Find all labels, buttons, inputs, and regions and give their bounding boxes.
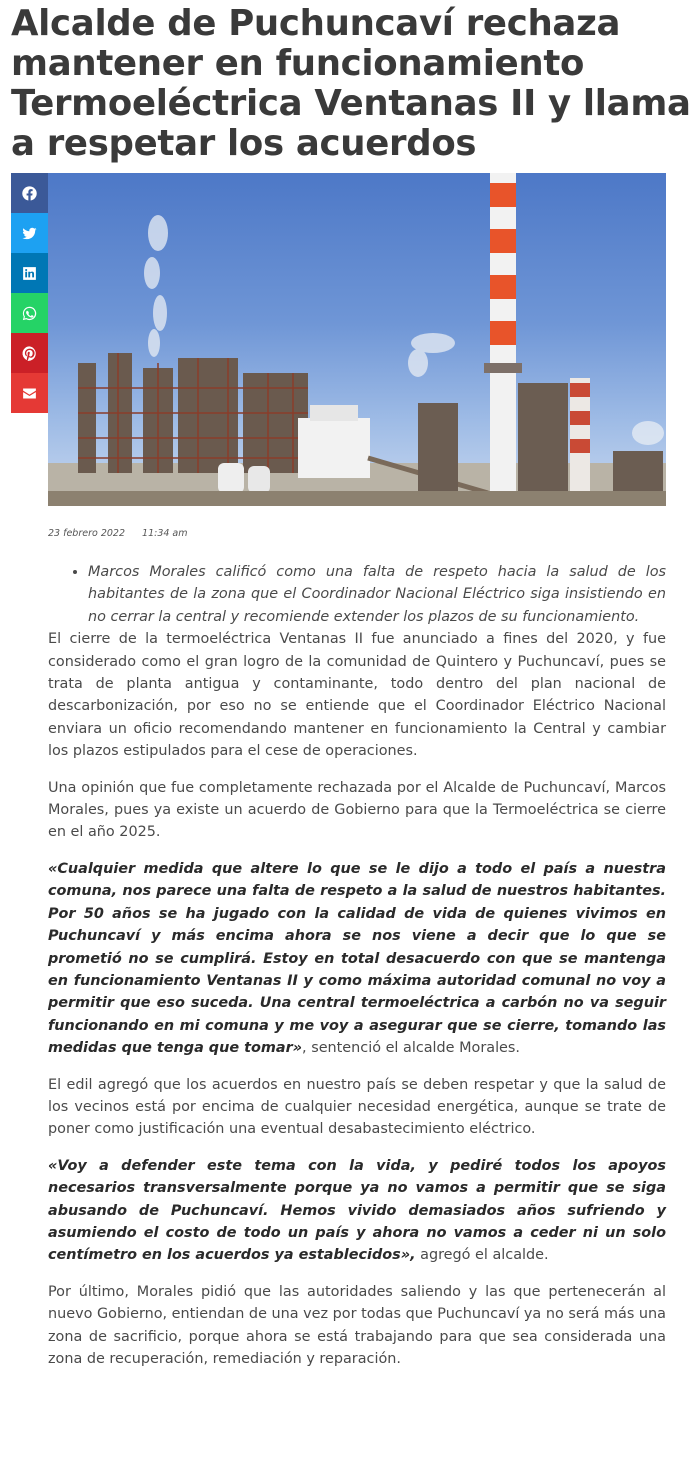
paragraph-2: Una opinión que fue completamente rechazada por el Alcalde de Puchuncaví, Marcos Morales, pues ya existe un acuerdo de Gobierno para que la Termoeléctrica se cierre en el año 2025. (48, 779, 666, 841)
quote-1: «Cualquier medida que altere lo que se le dijo a todo el país a nuestra comuna, nos parece una falta de respeto a la salud de nuestros habitantes. Por 50 años se ha jugado con la calidad de vida de quienes vivimos en Puchuncaví y más encima ahora se nos viene a decir que lo que se prometió no se cumplirá. Estoy en total desacuerdo con que se mantenga en funcionamiento Ventanas II y como máxima autoridad comunal no voy a permitir que eso suceda. Una central termoeléctrica a carbón no va seguir funcionando en mi comuna y me voy a asegurar que se cierre, tomando las medidas que tenga que tomar» (48, 860, 666, 1057)
pinterest-icon (21, 345, 38, 362)
facebook-icon (21, 185, 38, 202)
summary-bullet: • Marcos Morales calificó como una falta de respeto hacia la salud de los habitantes de la zona que el Coordinador Nacional Eléctrico siga insistiendo en no cerrar la central y recomiende extender los plazos de su funcionamiento. (88, 561, 666, 628)
quote-1-attribution: , sentenció el alcalde Morales. (302, 1040, 520, 1057)
paragraph-4: Por último, Morales pidió que las autoridades saliendo y las que pertenecerán al nuevo Gobierno, entiendan de una vez por todas que Puchuncaví ya no será más una zona de sacrificio, porque ahora se está trabajando para que sea considerada una zona de recuperación, remediación y reparación. (48, 1283, 666, 1367)
share-twitter-button[interactable] (11, 213, 48, 253)
article-meta (48, 528, 202, 539)
share-bar (11, 173, 48, 413)
paragraph-quote-1 (48, 858, 666, 1060)
paragraph-3: El edil agregó que los acuerdos en nuestro país se deben respetar y que la salud de los vecinos está por encima de cualquier necesidad energética, aunque se trate de poner como justificación una eventual desabastecimiento eléctrico. (48, 1076, 666, 1138)
share-email-button[interactable] (11, 373, 48, 413)
whatsapp-icon (21, 305, 38, 322)
share-facebook-button[interactable] (11, 173, 48, 213)
share-pinterest-button[interactable] (11, 333, 48, 373)
paragraph-1: El cierre de la termoeléctrica Ventanas II fue anunciado a fines del 2020, y fue considerado como el gran logro de la comunidad de Quintero y Puchuncaví, pues se trata de planta antigua y contaminante, todo dentro del plan nacional de descarbonización, por eso no se entiende que el Coordinador Eléctrico Nacional enviara un oficio recomendando mantener en funcionamiento la Central y cambiar los plazos estipulados para el cese de operaciones. (48, 631, 666, 760)
article-time: 11:34 am (142, 528, 188, 539)
quote-2: «Voy a defender este tema con la vida, y pediré todos los apoyos necesarios transversalmente porque ya no vamos a permitir que se siga abusando de Puchuncaví. Hemos vivido demasiados años sufriendo y asumiendo el costo de todo un país y ahora no vamos a ceder ni un solo centímetro en los acuerdos ya establecidos», (48, 1157, 666, 1264)
share-whatsapp-button[interactable] (11, 293, 48, 333)
email-icon (21, 385, 38, 402)
linkedin-icon (21, 265, 38, 282)
article-date: 23 febrero 2022 (48, 528, 125, 539)
paragraph-quote-2 (48, 1155, 666, 1267)
hero-image (48, 173, 666, 506)
article-title: Alcalde de Puchuncaví rechaza mantener en funcionamiento Termoeléctrica Ventanas II y llama a respetar los acuerdos (11, 3, 691, 164)
twitter-icon (21, 225, 38, 242)
quote-2-attribution: agregó el alcalde. (415, 1247, 549, 1264)
share-linkedin-button[interactable] (11, 253, 48, 293)
summary-list (88, 561, 666, 628)
article-body (48, 561, 666, 1384)
